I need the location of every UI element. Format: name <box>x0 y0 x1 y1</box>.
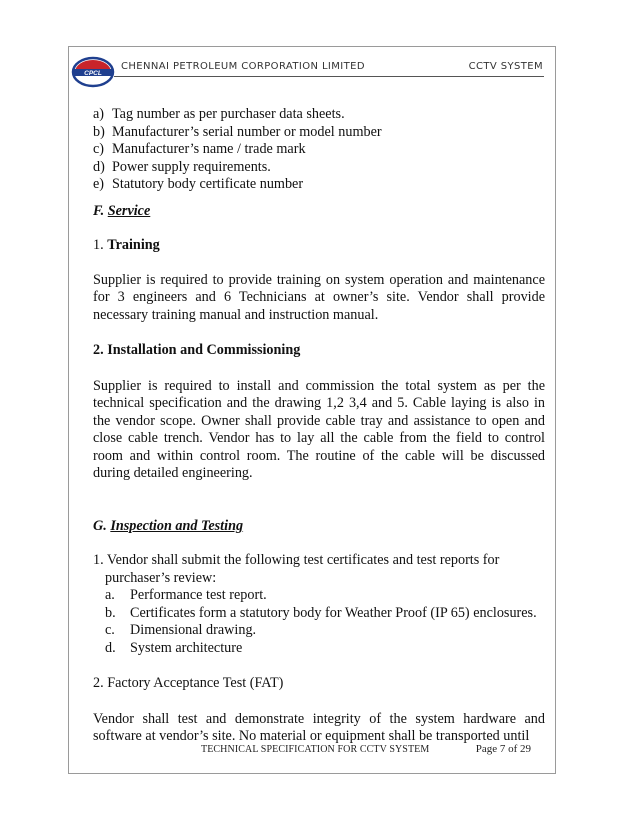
header-doc-type: CCTV SYSTEM <box>468 61 543 72</box>
footer-spec: TECHNICAL SPECIFICATION FOR CCTV SYSTEM <box>201 744 430 755</box>
list-item: a. Performance test report. <box>105 587 267 603</box>
footer-page-number: Page 7 of 29 <box>475 743 531 755</box>
list-item: a) Tag number as per purchaser data sheets. <box>93 106 345 122</box>
list-item: b. Certificates form a statutory body for Weather Proof (IP 65) enclosures. <box>105 604 537 621</box>
logo-text: CPCL <box>84 70 102 77</box>
installation-paragraph: Supplier is required to install and commission the total system as per the technical specification and the drawing 1,2 3,4 and 5. Cable laying is also in the vendor scope. Owner shall provide cable tray and assistance to open and close cable trench. Vendor has to lay all the cable from the field to control room and within control room. The routine of the cable will be discussed during detailed engineering. <box>93 377 545 481</box>
section-g-heading: G. Inspection and Testing <box>93 517 244 534</box>
cpcl-logo <box>71 56 115 88</box>
inspection-item-1-cont: purchaser’s review: <box>105 569 217 586</box>
inspection-item-1: 1. Vendor shall submit the following test certificates and test reports for <box>93 552 500 568</box>
list-item: c) Manufacturer’s name / trade mark <box>93 141 306 157</box>
training-heading: 1. Training <box>93 237 160 253</box>
list-item: c. Dimensional drawing. <box>105 622 257 638</box>
document-body <box>93 106 545 746</box>
fat-paragraph: Vendor shall test and demonstrate integrity of the system hardware and software at vendor’s site. No material or equipment shall be transported until <box>93 710 545 744</box>
list-item: e) Statutory body certificate number <box>93 176 304 192</box>
training-paragraph: Supplier is required to provide training on system operation and maintenance for 3 engineers and 6 Technicians at owner’s site. Vendor shall provide necessary training manual and instruction manual. <box>93 271 545 323</box>
marking-list <box>93 106 545 194</box>
list-item: d) Power supply requirements. <box>93 158 271 175</box>
inspection-item-2: 2. Factory Acceptance Test (FAT) <box>93 675 284 691</box>
header-rule <box>114 76 544 77</box>
certificate-list <box>105 587 545 657</box>
list-item: b) Manufacturer’s serial number or model number <box>93 123 382 140</box>
installation-heading: 2. Installation and Commissioning <box>93 342 301 358</box>
section-f-heading: F. Service <box>93 202 151 219</box>
list-item: d. System architecture <box>105 639 243 656</box>
header-company: CHENNAI PETROLEUM CORPORATION LIMITED <box>121 61 365 72</box>
